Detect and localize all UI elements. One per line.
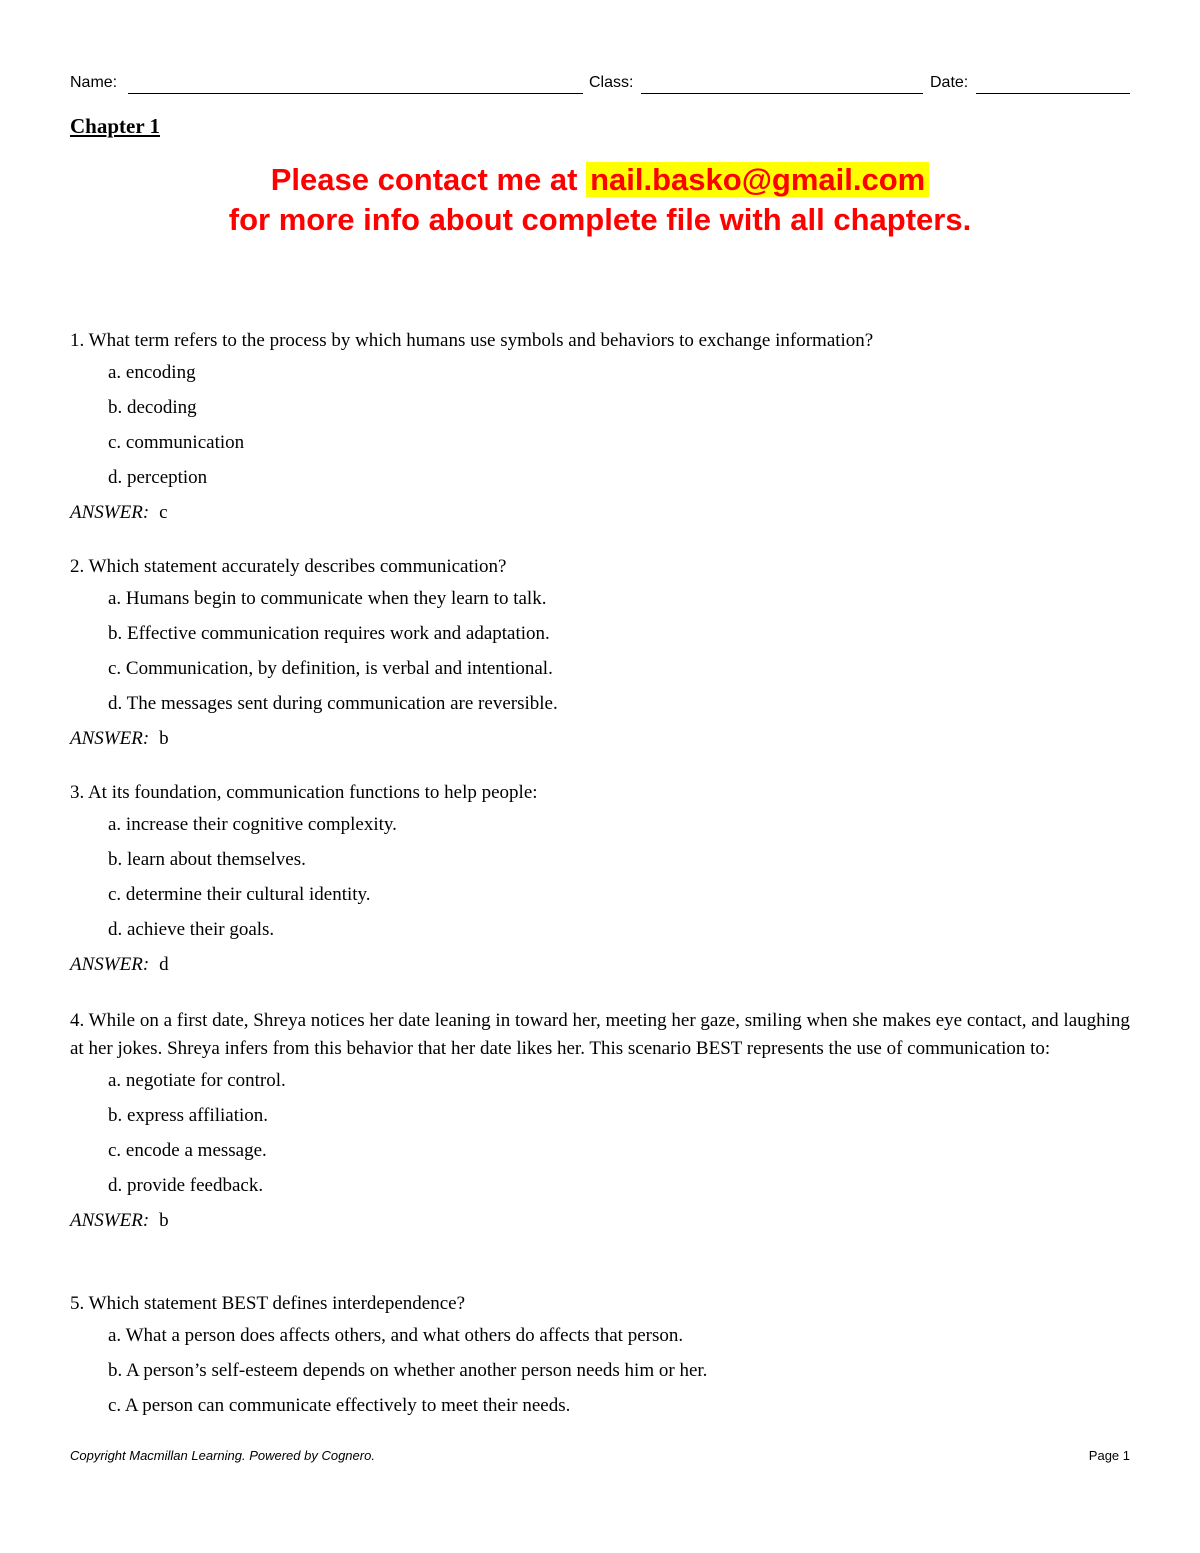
option-a: a. What a person does affects others, and what others do affects that person. <box>108 1325 684 1346</box>
class-underline <box>641 93 923 94</box>
question-3 <box>70 779 1130 982</box>
answer-line <box>70 495 1130 530</box>
option-a: a. increase their cognitive complexity. <box>108 814 397 835</box>
option-c: c. encode a message. <box>108 1140 267 1161</box>
name-label: Name: <box>70 74 118 91</box>
option-a: a. negotiate for control. <box>108 1070 286 1091</box>
date-underline <box>976 93 1130 94</box>
promo-email: nail.basko@gmail.com <box>586 162 929 197</box>
option-a: a. Humans begin to communicate when they learn to talk. <box>108 588 547 609</box>
answer-label: ANSWER: <box>70 1210 150 1231</box>
answer-line <box>70 721 1130 756</box>
copyright-text: Copyright Macmillan Learning. Powered by Cognero. <box>70 1448 375 1463</box>
page-number: Page 1 <box>1088 1448 1130 1463</box>
question-2 <box>70 553 1130 756</box>
name-field <box>70 72 117 94</box>
answer-value: d <box>159 954 169 975</box>
option-d: d. perception <box>108 467 208 488</box>
option-c: c. Communication, by definition, is verbal and intentional. <box>108 658 553 679</box>
option-b: b. Effective communication requires work and adaptation. <box>108 623 550 644</box>
class-field <box>589 72 633 94</box>
promo-line-1 <box>0 160 1200 200</box>
date-field <box>930 72 968 94</box>
answer-value: b <box>159 1210 169 1231</box>
answer-value: c <box>159 502 168 523</box>
promo-line-2: for more info about complete file with all chapters. <box>228 202 972 237</box>
option-d: d. achieve their goals. <box>108 919 275 940</box>
option-b: b. decoding <box>108 397 197 418</box>
option-b: b. A person’s self-esteem depends on whether another person needs him or her. <box>108 1360 708 1381</box>
name-underline <box>128 93 583 94</box>
answer-label: ANSWER: <box>70 728 150 749</box>
question-1 <box>70 327 1130 530</box>
chapter-title: Chapter 1 <box>70 114 161 138</box>
answer-line <box>70 1203 1130 1238</box>
option-c: c. A person can communicate effectively to meet their needs. <box>108 1395 571 1416</box>
question-stem: 2. Which statement accurately describes communication? <box>70 556 507 577</box>
option-b: b. express affiliation. <box>108 1105 269 1126</box>
answer-label: ANSWER: <box>70 502 150 523</box>
option-d: d. The messages sent during communication are reversible. <box>108 693 558 714</box>
answer-value: b <box>159 728 169 749</box>
option-c: c. determine their cultural identity. <box>108 884 371 905</box>
question-stem: 3. At its foundation, communication functions to help people: <box>70 782 538 803</box>
answer-line <box>70 947 1130 982</box>
promo-prefix: Please contact me at <box>270 162 578 197</box>
question-4 <box>70 1007 1130 1238</box>
option-b: b. learn about themselves. <box>108 849 306 870</box>
question-stem: 1. What term refers to the process by which humans use symbols and behaviors to exchange information? <box>70 330 874 351</box>
option-c: c. communication <box>108 432 245 453</box>
class-label: Class: <box>589 74 634 91</box>
question-stem: 5. Which statement BEST defines interdependence? <box>70 1293 466 1314</box>
question-5 <box>70 1290 1130 1423</box>
answer-label: ANSWER: <box>70 954 150 975</box>
option-a: a. encoding <box>108 362 196 383</box>
date-label: Date: <box>930 74 969 91</box>
question-stem: 4. While on a first date, Shreya notices her date leaning in toward her, meeting her gaze, smiling when she makes eye contact, and laughing at her jokes. Shreya infers from this behavior that her date likes her. This scenario BEST represents the use of communication to: <box>70 1010 1130 1059</box>
option-d: d. provide feedback. <box>108 1175 264 1196</box>
page-footer <box>70 1448 1130 1463</box>
